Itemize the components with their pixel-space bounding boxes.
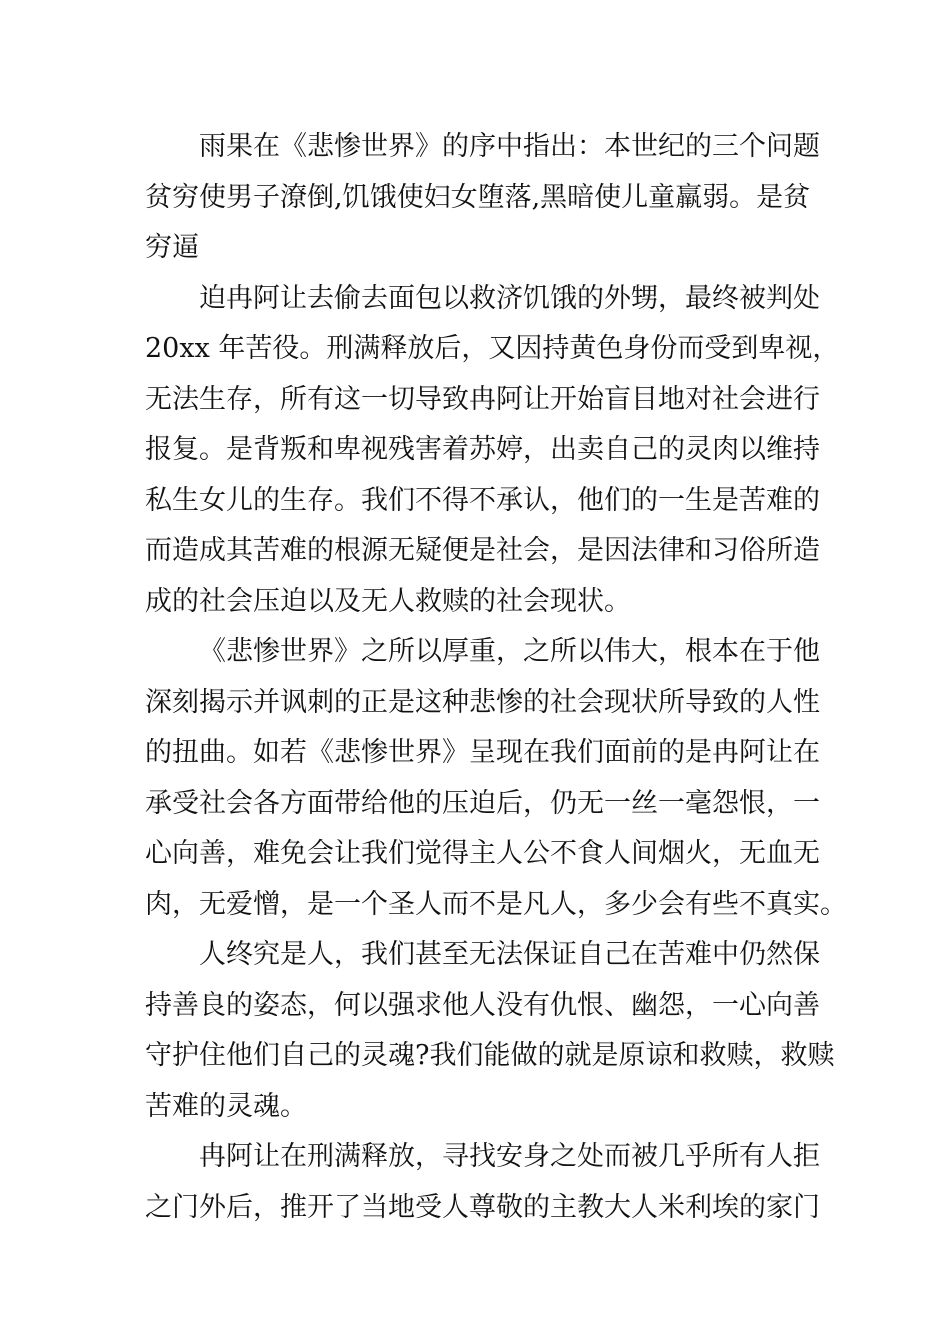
text-line: 成的社会压迫以及无人救赎的社会现状。 [145,585,631,617]
paragraph-2 [145,274,840,628]
paragraph-1 [145,122,820,274]
text-line: 守护住他们自己的灵魂?我们能做的就是原谅和救赎，救赎 [145,1040,835,1071]
text-line: 《悲惨世界》之所以厚重，之所以伟大，根本在于他 [199,636,820,667]
text-line: 私生女儿的生存。我们不得不承认，他们的一生是苦难的 [145,484,820,516]
text-line: 承受社会各方面带给他的压迫后，仍无一丝一毫怨恨，一 [145,787,820,819]
text-line: 之门外后，推开了当地受人尊敬的主教大人米利埃的家门 [145,1191,820,1223]
text-line: 苦难的灵魂。 [145,1090,307,1122]
text-line: 心向善，难免会让我们觉得主人公不食人间烟火，无血无 [145,838,820,869]
text-line: 肉，无爱憎，是一个圣人而不是凡人，多少会有些不真实。 [145,888,847,920]
text-line: 无法生存，所有这一切导致冉阿让开始盲目地对社会进行 [145,383,820,415]
paragraph-5 [145,1132,820,1233]
text-line: 报复。是背叛和卑视残害着苏婷，出卖自己的灵肉以维持 [145,434,820,465]
text-line: 迫冉阿让去偷去面包以救济饥饿的外甥，最终被判处 [199,282,820,314]
text-line: 穷逼 [145,232,199,263]
text-line: 人终究是人，我们甚至无法保证自己在苦难中仍然保 [199,939,820,970]
paragraph-3 [145,627,847,930]
text-line: 而造成其苦难的根源无疑便是社会，是因法律和习俗所造 [145,535,820,566]
text-line: 的扭曲。如若《悲惨世界》呈现在我们面前的是冉阿让在 [145,737,820,768]
text-line: 深刻揭示并讽刺的正是这种悲惨的社会现状所导致的人性 [145,686,820,718]
text-line: 冉阿让在刑满释放，寻找安身之处而被几乎所有人拒 [199,1141,820,1172]
text-line: 持善良的姿态，何以强求他人没有仇恨、幽怨，一心向善 [145,989,820,1021]
article-body [145,122,847,1233]
text-line: 贫穷使男子潦倒,饥饿使妇女堕落,黑暗使儿童羸弱。是贫 [145,181,811,213]
text-line: 雨果在《悲惨世界》的序中指出：本世纪的三个问题 [199,131,820,162]
text-line: 20xx 年苦役。刑满释放后，又因持黄色身份而受到卑视， [145,333,840,364]
paragraph-4 [145,930,835,1132]
